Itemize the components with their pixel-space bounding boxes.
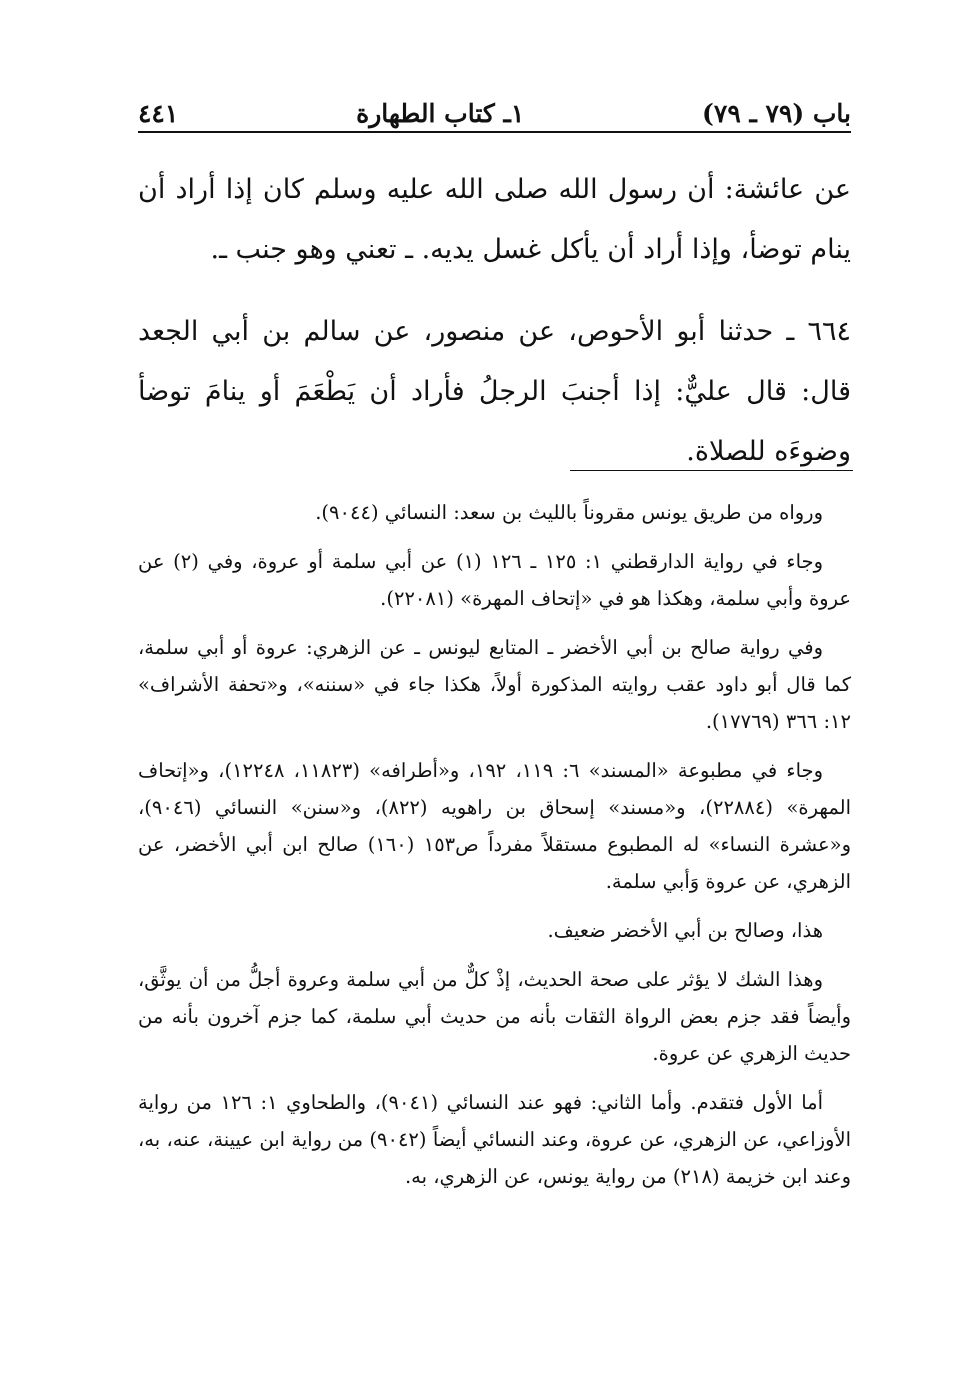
footnote-paragraph: ورواه من طريق يونس مقروناً بالليث بن سعد: النسائي (٩٠٤٤). <box>315 501 823 524</box>
footnote-paragraph: وجاء في رواية الدارقطني ١: ١٢٥ ـ ١٢٦ (١) عن أبي سلمة أو عروة، وفي (٢) عن عروة وأبي سلمة، وهكذا هو في «إتحاف المهرة» (٢٢٠٨١). <box>138 550 851 610</box>
book-title: ١ـ كتاب الطهارة <box>356 99 525 128</box>
header-divider <box>138 131 851 133</box>
page-number: ٤٤١ <box>138 99 179 128</box>
footnote-divider <box>570 470 853 471</box>
main-paragraph: ٦٦٤ ـ حدثنا أبو الأحوص، عن منصور، عن سالم بن أبي الجعد قال: قال عليٌّ: إذا أجنبَ الرجلُ فأراد أن يَطْعَمَ أو ينامَ توضأ وضوءَه للصلاة. <box>138 316 851 467</box>
footnotes <box>138 494 851 1207</box>
footnote-paragraph: وجاء في مطبوعة «المسند» ٦: ١١٩، ١٩٢، و«أطرافه» (١١٨٢٣، ١٢٢٤٨)، و«إتحاف المهرة» (٢٢٨٨٤)، و«مسند» إسحاق بن راهويه (٨٢٢)، و«سنن» النسائي (٩٠٤٦)، و«عشرة النساء» له المطبوع مستقلاً مفرداً ص١٥٣ (١٦٠) صالح ابن أبي الأخضر، عن الزهري، عن عروة وَأبي سلمة. <box>138 759 851 893</box>
footnote-paragraph: أما الأول فتقدم. وأما الثاني: فهو عند النسائي (٩٠٤١)، والطحاوي ١: ١٢٦ من رواية الأوزاعي، عن الزهري، عن عروة، وعند النسائي أيضاً (٩٠٤٢) من رواية ابن عيينة، عنه، به، وعند ابن خزيمة (٢١٨) من رواية يونس، عن الزهري، به. <box>138 1091 852 1188</box>
main-text <box>138 160 851 482</box>
chapter-title: باب (٧٩ ـ ٧٩) <box>702 99 851 128</box>
main-paragraph: عن عائشة: أن رسول الله صلى الله عليه وسلم كان إذا أراد أن ينام توضأ، وإذا أراد أن يأكل غسل يديه. ـ تعني وهو جنب ـ. <box>138 174 851 265</box>
footnote-paragraph: وفي رواية صالح بن أبي الأخضر ـ المتابع ليونس ـ عن الزهري: عروة أو أبي سلمة، كما قال أبو داود عقب روايته المذكورة أولاً، هكذا جاء في «سننه»، و«تحفة الأشراف» ١٢: ٣٦٦ (١٧٧٦٩). <box>138 636 851 733</box>
page-header <box>138 82 851 128</box>
footnote-paragraph: وهذا الشك لا يؤثر على صحة الحديث، إذْ كلٌّ من أبي سلمة وعروة أجلُّ من أن يوثَّق، وأيضاً فقد جزم بعض الرواة الثقات بأنه من حديث أبي سلمة، كما جزم آخرون بأنه من حديث الزهري عن عروة. <box>138 968 851 1065</box>
footnote-paragraph: هذا، وصالح بن أبي الأخضر ضعيف. <box>547 919 823 942</box>
